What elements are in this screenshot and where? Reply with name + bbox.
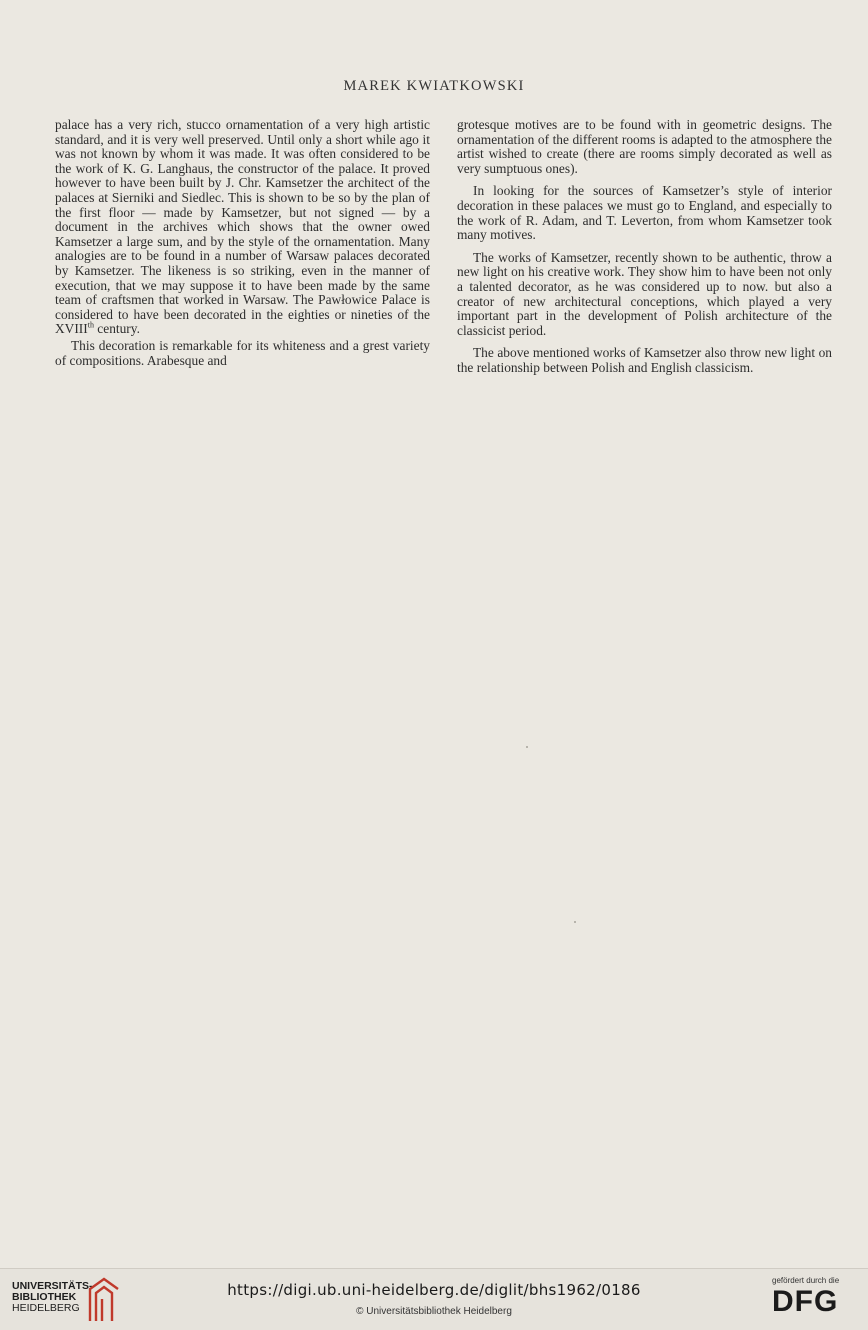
paragraph: grotesque motives are to be found with in geometric designs. The ornamentation of the different rooms is adapted to the atmosphere the artist wished to create (there are rooms simply decorated as well as very sumptuous ones). — [457, 117, 832, 176]
copyright-notice: © Universitätsbibliothek Heidelberg — [356, 1306, 512, 1317]
paragraph: This decoration is remarkable for its whiteness and a grest variety of compositions. Arabesque and — [55, 337, 430, 368]
paragraph: The above mentioned works of Kamsetzer also throw new light on the relationship between Polish and English classicism. — [457, 345, 832, 375]
paper-speck — [526, 746, 528, 748]
paragraph: palace has a very rich, stucco ornamentation of a very high artistic standard, and it is very well preserved. Until only a short while ago it was not known by whom it was made. It was often considered to be the work of K. G. Langhaus, the constructor of the palace. It proved however to have been built by J. Chr. Kamsetzer the architect of the palaces at Sierniki and Siedlec. This is shown to be so by the plan of the first floor — made by Kamsetzer, but not signed — by a document in the archives which shows that the owner owed Kamsetzer a large sum, and by the style of the ornamentation. Many analogies are to be found in a number of Warsaw palaces decorated by Kamsetzer. The likeness is so striking, even in the manner of execution, that we may suppose it to have been made by the same team of craftsmen that worked in Warsaw. The Pawłowice Palace is considered to have been decorated in the eighties or nineties of the XVIIIth century. — [55, 117, 430, 337]
viewer-footer — [0, 1268, 868, 1330]
dfg-logo: DFG — [772, 1285, 839, 1318]
paragraph: In looking for the sources of Kamsetzer’s style of interior decoration in these palaces we must go to England, and especially to the work of R. Adam, and T. Leverton, from whom Kamsetzer took many motives. — [457, 183, 832, 243]
paragraph: The works of Kamsetzer, recently shown to be authentic, throw a new light on his creative work. They show him to have been not only a talented decorator, as he was considered up to now. but also a creator of new architectural conceptions, which played a very important part in the development of Polish architecture of the classicist period. — [457, 249, 832, 338]
library-name: UNIVERSITÄTS- BIBLIOTHEK HEIDELBERG — [12, 1280, 93, 1314]
left-column — [55, 118, 430, 368]
right-column — [457, 118, 832, 376]
permalink-url[interactable]: https://digi.ub.uni-heidelberg.de/diglit/bhs1962/0186 — [227, 1281, 641, 1299]
running-header: MAREK KWIATKOWSKI — [343, 78, 525, 94]
paper-speck — [574, 921, 576, 923]
superscript: th — [87, 320, 94, 330]
funding-caption: gefördert durch die — [772, 1276, 840, 1285]
